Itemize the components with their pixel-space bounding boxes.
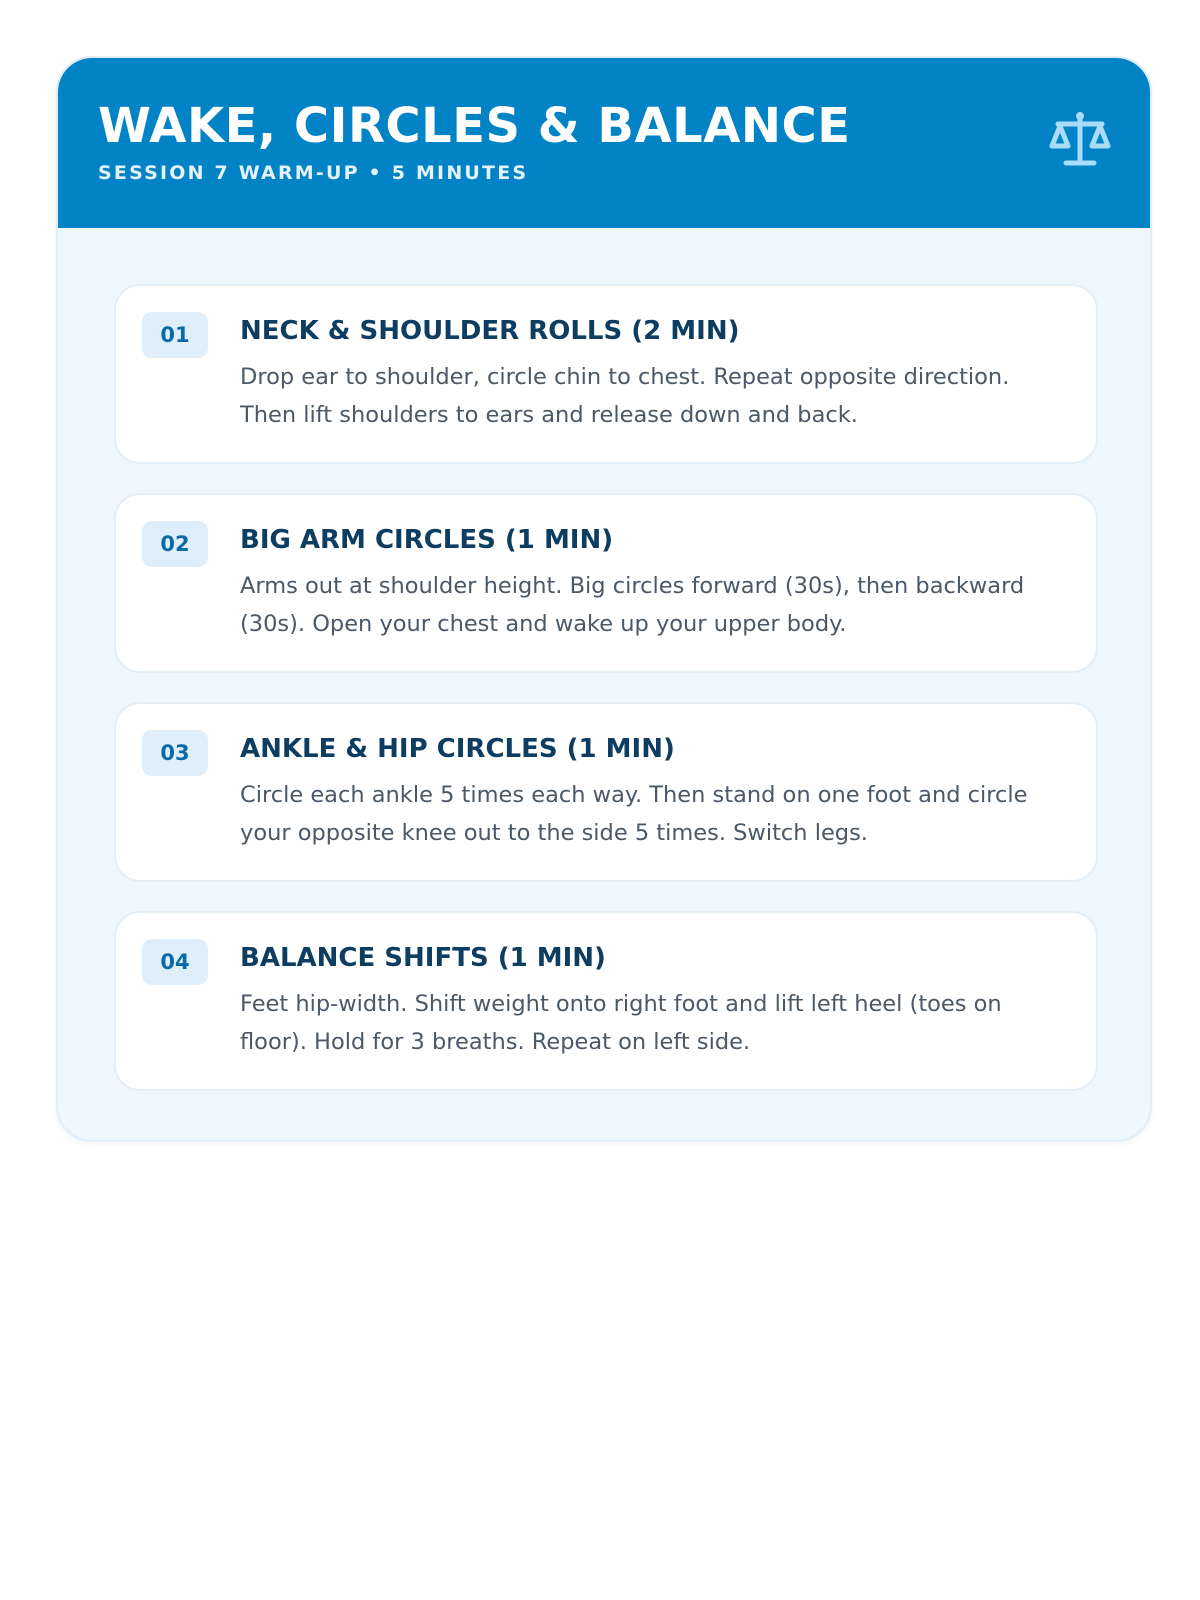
step-item xyxy=(114,702,1098,882)
step-description: Feet hip-width. Shift weight onto right foot and lift left heel (toes on floor). Hold for 3 breaths. Repeat on left side. xyxy=(240,991,1002,1055)
step-description: Circle each ankle 5 times each way. Then stand on one foot and circle your opposite knee out to the side 5 times. Switch legs. xyxy=(240,782,1028,846)
card-header xyxy=(58,58,1150,228)
step-item xyxy=(114,284,1098,464)
balance-scale-icon xyxy=(1048,108,1112,172)
step-number-badge: 03 xyxy=(142,730,208,776)
step-list xyxy=(114,284,1098,1120)
step-number-badge: 04 xyxy=(142,939,208,985)
step-description: Drop ear to shoulder, circle chin to chest. Repeat opposite direction. Then lift shoulders to ears and release down and back. xyxy=(240,364,1010,428)
warmup-card xyxy=(56,56,1152,1142)
step-title: NECK & SHOULDER ROLLS (2 MIN) xyxy=(240,316,740,346)
step-item xyxy=(114,911,1098,1091)
step-title: BIG ARM CIRCLES (1 MIN) xyxy=(240,525,614,555)
step-item xyxy=(114,493,1098,673)
step-title: ANKLE & HIP CIRCLES (1 MIN) xyxy=(240,734,675,764)
page-title: WAKE, CIRCLES & BALANCE xyxy=(98,98,851,154)
step-number-badge: 01 xyxy=(142,312,208,358)
page-subtitle: SESSION 7 WARM-UP • 5 MINUTES xyxy=(98,162,529,184)
step-description: Arms out at shoulder height. Big circles forward (30s), then backward (30s). Open your chest and wake up your upper body. xyxy=(240,573,1025,637)
step-title: BALANCE SHIFTS (1 MIN) xyxy=(240,943,606,973)
step-number-badge: 02 xyxy=(142,521,208,567)
